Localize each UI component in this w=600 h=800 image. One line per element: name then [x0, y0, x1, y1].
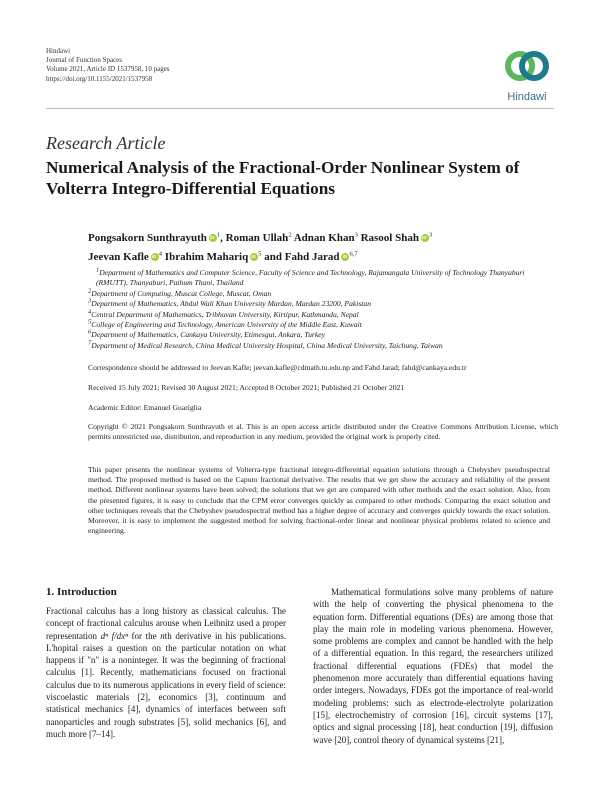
affiliations [88, 268, 558, 351]
affiliation-item: $^1$Department of Mathematics and Computer Science, Faculty of Science and Technology, Rajamangala University of Technology Thanyaburi (RMUTT), Thanyaburi, Pathum Thani, Thailand [96, 266, 525, 288]
hindawi-rings-icon [502, 46, 552, 88]
author-name: Roman Ullah [225, 232, 289, 244]
author-name: Adnan Khan [293, 232, 355, 244]
author-name: Rasool Shah [360, 232, 419, 244]
author-line-2: Jeevan KafleiD $^4$ Ibrahim MahariqiD $^5$ and Fahd JaradiD $^{6,7}$ [88, 248, 558, 267]
affiliation-item: $^5$College of Engineering and Technology, American University of the Middle East, Kuwait [88, 318, 362, 330]
copyright-notice: Copyright © 2021 Pongsakorn Sunthrayuth et al. This is an open access article distributed under the Creative Commons Attribution License, which permits unrestricted use, distribution, and reproduction in any medium, provided the original work is properly cited. [88, 422, 558, 442]
paper-title [46, 158, 556, 199]
affiliation-item: $^4$Central Department of Mathematics, Tribhuvan University, Kirtipur, Kathmandu, Nepal [88, 308, 359, 319]
journal-header [46, 47, 170, 84]
logo-wordmark: Hindawi [507, 91, 547, 103]
volume-line: Volume 2021, Article ID 1537958, 10 pages [46, 65, 170, 74]
affiliation-item: $^7$Department of Medical Research, China Medical University Hospital, China Medical University, Taichung, Taiwan [88, 339, 443, 350]
author-name: Pongsakorn Sunthrayuth [88, 232, 207, 244]
author-name: Ibrahim Mahariq [164, 251, 249, 263]
academic-editor: Academic Editor: Emanuel Guariglia [88, 403, 202, 412]
correspondence: Correspondence should be addressed to Jeevan Kafle; jeevan.kafle@cdmath.tu.edu.np and Fahd Jarad; fahd@cankaya.edu.tr [88, 363, 467, 372]
orcid-icon[interactable] [151, 253, 159, 261]
author-line-1: Pongsakorn SunthrayuthiD $^1$, Roman Ullah$^2$ Adnan Khan$^3$ Rasool ShahiD $^3$ [88, 229, 558, 248]
author-list [88, 229, 558, 267]
publication-dates: Received 15 July 2021; Revised 30 August 2021; Accepted 8 October 2021; Published 21 October 2021 [88, 383, 405, 392]
header-divider [46, 108, 554, 109]
affiliation-item: $^2$Department of Computing, Muscat College, Muscat, Oman [88, 287, 272, 298]
doi-link[interactable]: https://doi.org/10.1155/2021/1537958 [46, 74, 153, 83]
title-line-2: Volterra Integro-Differential Equations [46, 178, 335, 198]
intro-column-right: Mathematical formulations solve many problems of nature with the help of converting the physical phenomena to the equation form. Differential equations (DEs) are among those that play the main role in modeling various phenomena. However, some problems are complex and cannot be handled with the help of a differential equation. In this regard, the researchers utilized fractional differential equations (FDEs) that model the phenomenon more accurately than differential equations having order integers. Nowadays, FDEs got the importance of real-world modeling problems: such as electrode-electrolyte polarization [15], electrochemistry of corrosion [16], circuit systems [17], optics and signal processing [18], heat conduction [19], diffusion wave [20], control theory of dynamical systems [21], [313, 587, 553, 745]
orcid-icon[interactable] [209, 234, 217, 242]
author-name: Jeevan Kafle [88, 251, 149, 263]
journal-name: Journal of Function Spaces [46, 56, 123, 65]
author-name: Fahd Jarad [284, 251, 340, 263]
section-heading: 1. Introduction [46, 586, 117, 598]
orcid-icon[interactable] [421, 234, 429, 242]
abstract: This paper presents the nonlinear systems of Volterra-type fractional integro-differential equation solutions through a Chebyshev pseudospectral method. The proposed method is based on the Caputo fractional derivative. The results that we get show the accuracy and reliability of the present method. Different nonlinear systems have been solved; the solutions that we get are compared with other methods and the exact solution. Also, from the presented figures, it is easy to conclude that the CPM error converges quickly as compared to other methods. Comparing the exact solution and other techniques reveals that the Chebyshev pseudospectral method has a higher degree of accuracy and converges quickly towards the exact solution. Moreover, it is easy to implement the suggested method for solving fractional-order linear and nonlinear physical problems related to science and engineering. [88, 465, 550, 536]
affiliation-item: $^6$Department of Mathematics, Cankaya University, Etimesgut, Ankara, Turkey [88, 328, 326, 340]
orcid-icon[interactable] [341, 253, 349, 261]
title-line-1: Numerical Analysis of the Fractional-Order Nonlinear System of [46, 158, 520, 177]
affiliation-item: $^3$Department of Mathematics, Abdul Wali Khan University Mardan, Mardan 23200, Pakistan [88, 297, 372, 309]
orcid-icon[interactable] [250, 253, 258, 261]
publisher-name: Hindawi [46, 47, 71, 55]
hindawi-logo [496, 46, 558, 106]
intro-paragraph: Fractional calculus has a long history as classical calculus. The concept of fractional calculus arouse when Leibnitz used a proper representation dⁿ f/dxⁿ for the nth derivative in his publications. L'hopital raises a question on the particular notation on what happens if "n" is a noninteger. It was the beginning of fractional calculus [1]. Recently, mathematicians focused on fractional calculus due to its numerous applications in every field of science: viscoelastic materials [2], economics [3], continuum and statistical mechanics [4], dynamics of interfaces between soft nanoparticles and rough substrates [5], solid mechanics [6], and much more [7–14]. [46, 606, 286, 739]
intro-column-left [46, 605, 286, 740]
article-type: Research Article [46, 133, 166, 153]
